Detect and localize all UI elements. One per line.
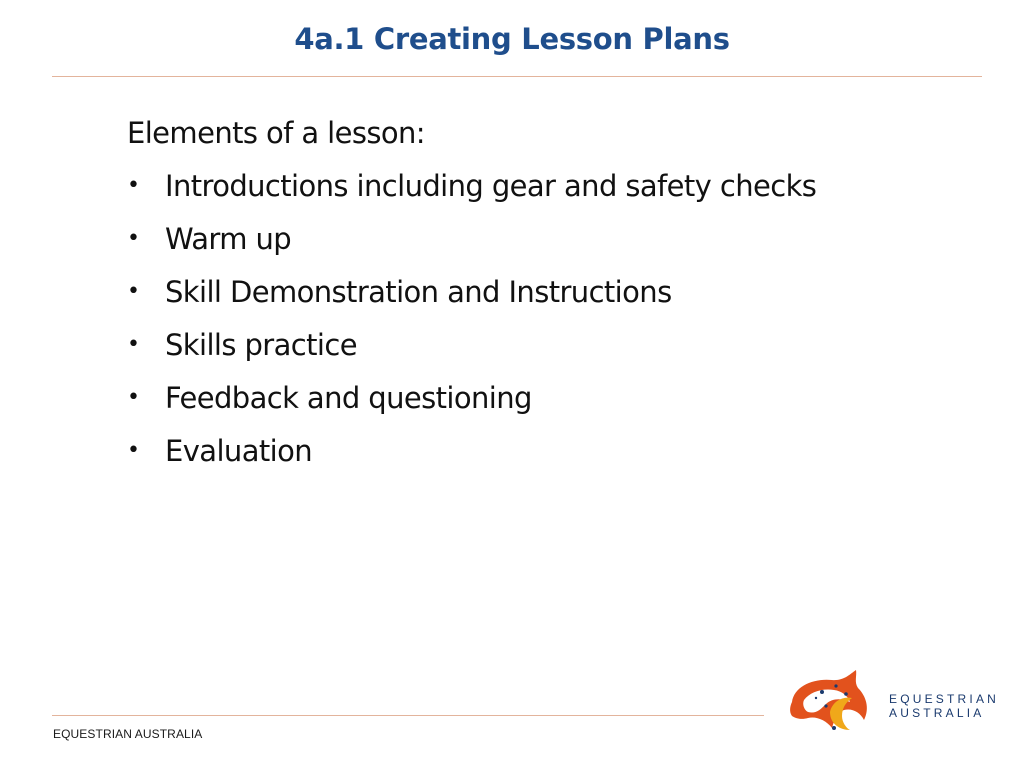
logo-wordmark-line1: EQUESTRIAN xyxy=(889,692,1000,706)
intro-text: Elements of a lesson: xyxy=(127,116,425,150)
footer-divider xyxy=(52,715,764,716)
title-divider xyxy=(52,76,982,77)
bullet-list xyxy=(127,166,967,484)
bullet-icon: • xyxy=(127,279,140,304)
bullet-text: Evaluation xyxy=(165,434,313,468)
logo-wordmark-line2: AUSTRALIA xyxy=(889,706,985,720)
bullet-text: Feedback and questioning xyxy=(165,381,532,415)
bullet-icon: • xyxy=(127,332,140,357)
bullet-text: Warm up xyxy=(165,222,292,256)
list-item xyxy=(127,219,967,272)
equestrian-australia-logo-mark-icon xyxy=(786,668,886,734)
slide-content xyxy=(127,113,967,484)
bullet-icon: • xyxy=(127,173,140,198)
equestrian-australia-logo xyxy=(786,668,1000,734)
bullet-text: Skill Demonstration and Instructions xyxy=(165,275,672,309)
bullet-icon: • xyxy=(127,226,140,251)
slide-title: 4a.1 Creating Lesson Plans xyxy=(294,22,730,56)
bullet-text: Skills practice xyxy=(165,328,357,362)
list-item xyxy=(127,325,967,378)
list-item xyxy=(127,272,967,325)
bullet-icon: • xyxy=(127,438,140,463)
footer-org-text: EQUESTRIAN AUSTRALIA xyxy=(53,727,203,741)
list-item xyxy=(127,166,967,219)
bullet-icon: • xyxy=(127,385,140,410)
list-item xyxy=(127,378,967,431)
bullet-text: Introductions including gear and safety checks xyxy=(165,169,817,203)
list-item xyxy=(127,431,967,484)
